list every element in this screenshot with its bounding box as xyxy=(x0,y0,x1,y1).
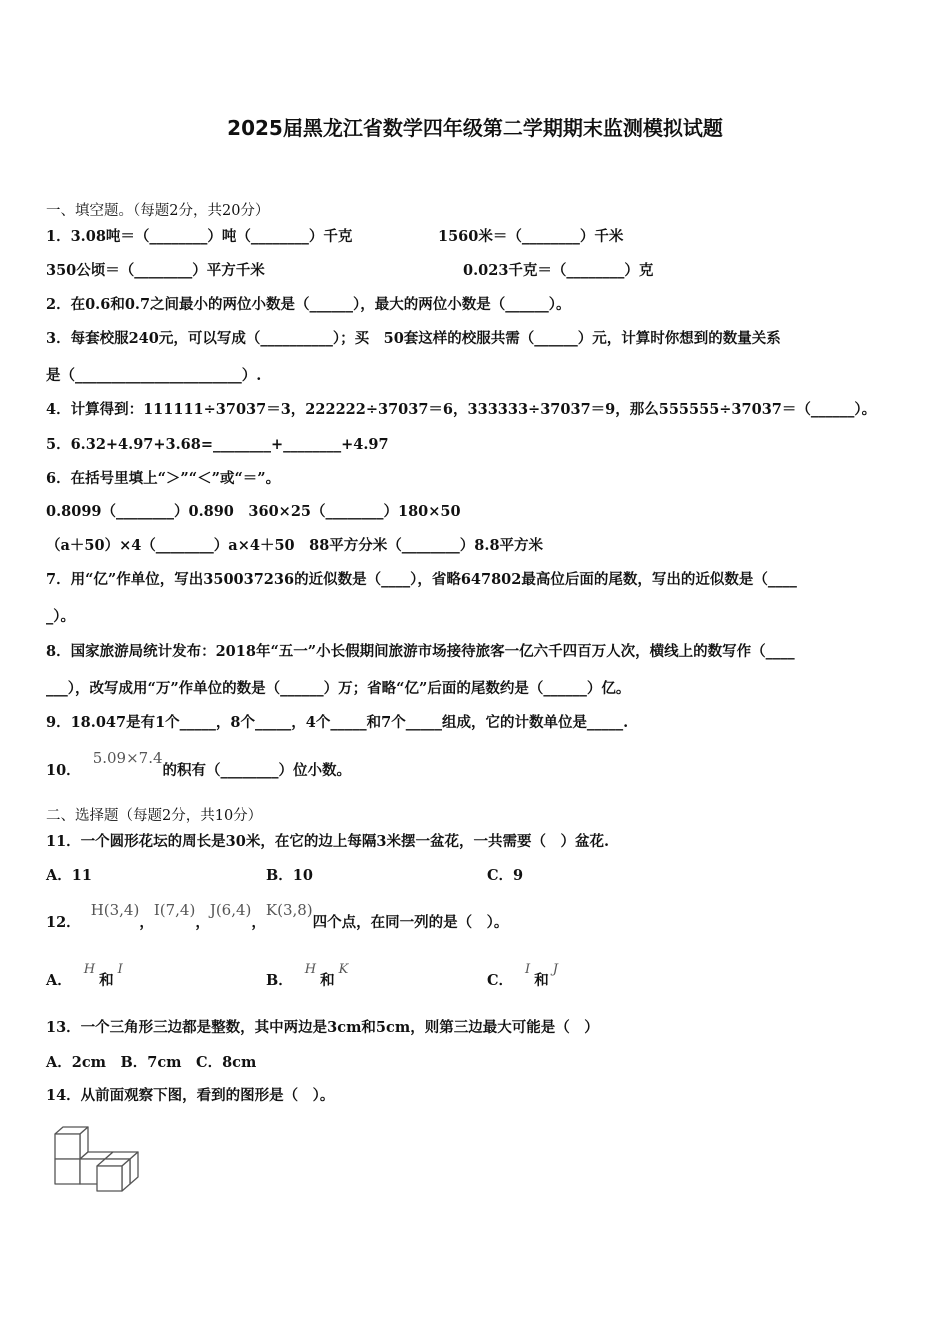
q12-option-b xyxy=(266,962,349,992)
page-title: 2025届黑龙江省数学四年级第二学期期末监测模拟试题 xyxy=(227,116,723,140)
q11-option-c: C．9 xyxy=(487,867,524,884)
question-10-number: 10． xyxy=(46,762,81,779)
formula-expression: 5.09×7.4 xyxy=(92,749,163,767)
comma: ， xyxy=(251,914,266,931)
point-j: J(6,4) xyxy=(209,901,252,919)
question-12 xyxy=(46,901,509,933)
q1-part-d: 0.023千克＝（________）克 xyxy=(463,262,654,279)
question-6-row2: （a＋50）×4（________）a×4＋50 88平方分米（________）8.8平方米 xyxy=(46,537,544,554)
question-2: 2．在0.6和0.7之间最小的两位小数是（______），最大的两位小数是（______）。 xyxy=(46,296,571,313)
comma: ， xyxy=(195,914,210,931)
cube-front-face xyxy=(97,1166,122,1191)
point-i: I(7,4) xyxy=(153,901,196,919)
comma: ， xyxy=(139,914,154,931)
question-10-text: 的积有（________）位小数。 xyxy=(162,762,352,779)
q1-part-a: 1．3.08吨＝（________）吨（________）千克 xyxy=(46,228,353,245)
and-word: 和 xyxy=(320,972,335,989)
q1-part-b: 1560米＝（________）千米 xyxy=(438,228,624,245)
q13-options: A．2cm B．7cm C．8cm xyxy=(46,1054,257,1071)
question-5: 5．6.32+4.97+3.68=________+________+4.97 xyxy=(46,436,389,453)
question-3-line1: 3．每套校服240元，可以写成（__________）；买 50套这样的校服共需（______）元，计算时你想到的数量关系 xyxy=(46,330,781,347)
question-14: 14．从前面观察下图，看到的图形是（ ）。 xyxy=(46,1087,335,1104)
question-8-line2: ___），改写成用“万”作单位的数是（______）万；省略“亿”后面的尾数约是（______）亿。 xyxy=(46,680,631,697)
question-7-line1: 7．用“亿”作单位，写出350037236的近似数是（____），省略647802最高位后面的尾数，写出的近似数是（____ xyxy=(46,571,797,588)
cube-front-face xyxy=(55,1134,80,1159)
question-12-number: 12． xyxy=(46,914,81,931)
q12-option-a xyxy=(46,962,123,992)
point-label: K xyxy=(338,962,349,977)
cube-front-face xyxy=(55,1159,80,1184)
question-10 xyxy=(46,749,352,781)
question-8-line1: 8．国家旅游局统计发布：2018年“五一”小长假期间旅游市场接待旅客一亿六千四百万人次，横线上的数写作（____ xyxy=(46,643,795,660)
question-11: 11．一个圆形花坛的周长是30米，在它的边上每隔3米摆一盆花，一共需要（ ）盆花. xyxy=(46,833,609,850)
question-12-text: 四个点，在同一列的是（ ）。 xyxy=(312,914,509,931)
question-9: 9．18.047是有1个_____，8个_____，4个_____和7个_____组成，它的计数单位是_____. xyxy=(46,714,629,731)
q1-part-c: 350公顷＝（________）平方千米 xyxy=(46,262,265,279)
q11-option-a: A．11 xyxy=(46,867,92,884)
point-h: H(3,4) xyxy=(90,901,140,919)
question-6-row1: 0.8099（________）0.890 360×25（________）180×50 xyxy=(46,503,461,520)
question-13: 13．一个三角形三边都是整数，其中两边是3cm和5cm，则第三边最大可能是（ ） xyxy=(46,1019,599,1036)
cube-stack-figure xyxy=(50,1124,145,1199)
point-label: I xyxy=(117,962,123,977)
point-label: H xyxy=(304,962,317,977)
point-label: H xyxy=(83,962,96,977)
question-4: 4．计算得到：111111÷37037＝3，222222÷37037＝6，333333÷37037＝9，那么555555÷37037＝（______）。 xyxy=(46,401,877,418)
q11-option-b: B．10 xyxy=(266,867,313,884)
option-label: B． xyxy=(266,972,293,989)
section-heading-choice: 二、选择题（每题2分，共10分） xyxy=(46,808,263,824)
and-word: 和 xyxy=(534,972,549,989)
point-label: J xyxy=(552,962,558,977)
point-label: I xyxy=(525,962,531,977)
and-word: 和 xyxy=(99,972,114,989)
q12-option-c xyxy=(487,962,558,992)
question-6: 6．在括号里填上“＞”“＜”或“＝”。 xyxy=(46,470,281,487)
question-3-line2: 是（_______________________）. xyxy=(46,367,262,384)
section-heading-fill: 一、填空题。（每题2分，共20分） xyxy=(46,203,270,219)
question-7-line2: _）。 xyxy=(46,608,75,625)
option-label: A． xyxy=(46,972,72,989)
option-label: C． xyxy=(487,972,514,989)
point-k: K(3,8) xyxy=(265,901,313,919)
